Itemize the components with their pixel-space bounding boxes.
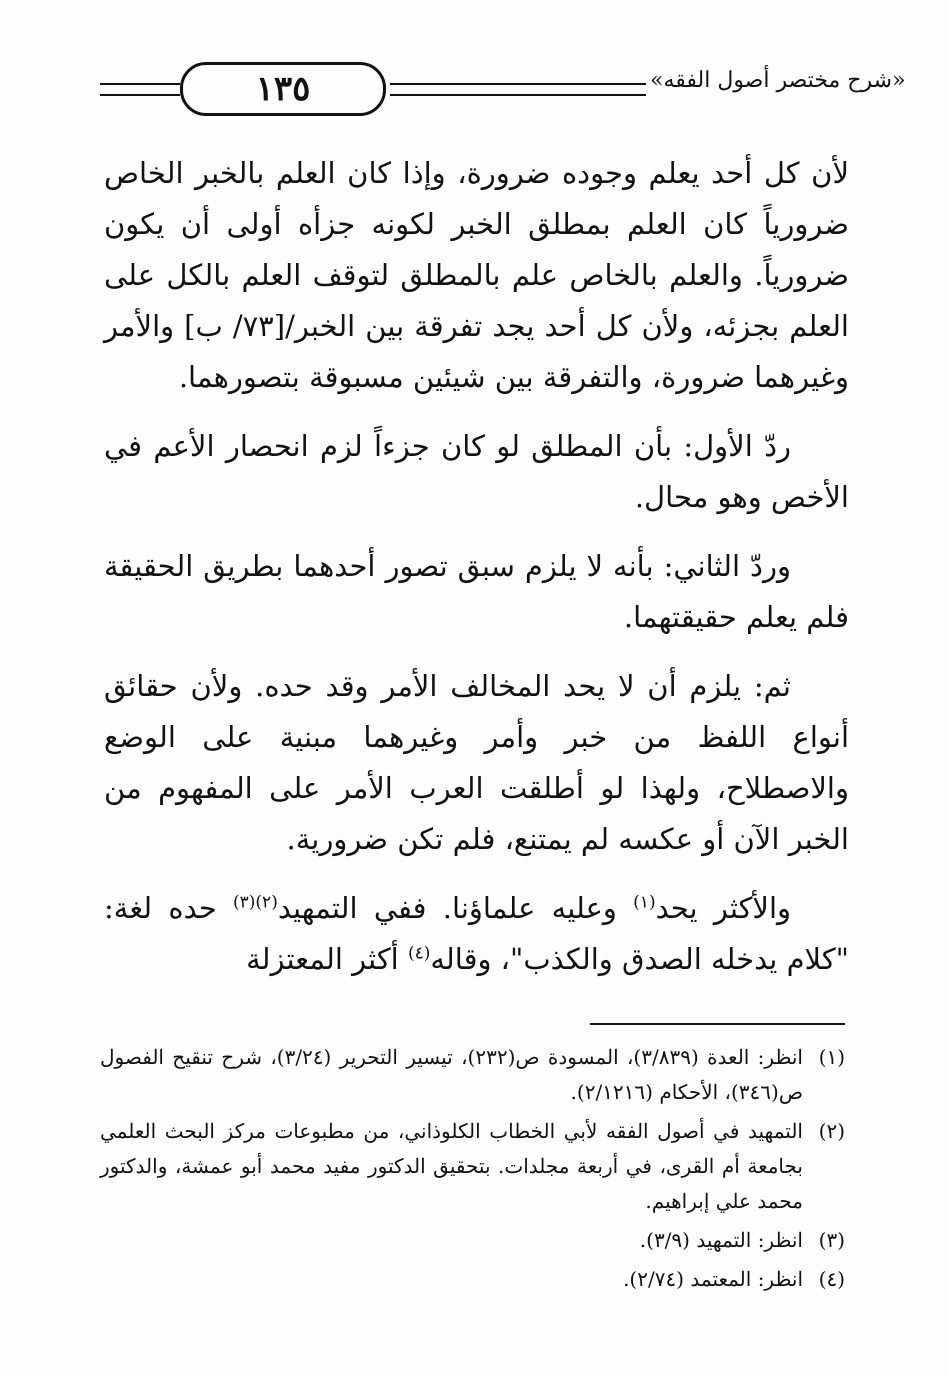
footnote-number: (٣) [818, 1228, 845, 1252]
paragraph-4: ثم: يلزم أن لا يحد المخالف الأمر وقد حده. ولأن حقائق أنواع اللفظ من خبر وأمر وغيرهما مبنية على الوضع والاصطلاح، ولهذا لو أطلقت العرب الأمر على المفهوم من الخبر الآن أو عكسه لم يمتنع، فلم تكن ضرورية. [104, 669, 849, 856]
header-rule-right [390, 83, 646, 96]
footnote-1 [100, 1040, 845, 1110]
footnote-number: (٤) [818, 1267, 845, 1291]
paragraph-5 [104, 883, 849, 985]
footnote-marker-1: (١) [633, 892, 656, 913]
footnote-number: (١) [818, 1045, 845, 1069]
footnotes [100, 1040, 845, 1301]
footnote-2 [100, 1114, 845, 1219]
footnote-text: انظر: التمهيد (٣/٩). [639, 1228, 803, 1252]
running-title: «شرح مختصر أصول الفقه» [650, 68, 906, 93]
paragraph-1: لأن كل أحد يعلم وجوده ضرورة، وإذا كان العلم بالخبر الخاص ضرورياً كان العلم بمطلق الخبر لكونه جزأه أولى أن يكون ضرورياً. والعلم بالخاص علم بالمطلق لتوقف العلم بالكل على العلم بجزئه، ولأن كل أحد يجد تفرقة بين الخبر/[٧٣/ ب] والأمر وغيرهما ضرورة، والتفرقة بين شيئين مسبوقة بتصورهما. [104, 156, 849, 394]
header-rule-left [100, 83, 180, 96]
footnote-text: انظر: العدة (٣/٨٣٩)، المسودة ص(٢٣٢)، تيسير التحرير (٣/٢٤)، شرح تنقيح الفصول ص(٣٤٦)، الأحكام (٢/١٢١٦). [100, 1045, 803, 1104]
main-text [104, 148, 849, 1003]
footnote-4 [100, 1262, 845, 1297]
footnote-marker-2-3: (٢)(٣) [233, 892, 278, 913]
paragraph-3: وردّ الثاني: بأنه لا يلزم سبق تصور أحدهما بطريق الحقيقة فلم يعلم حقيقتهما. [104, 549, 849, 634]
p5-text-d: أكثر المعتزلة [246, 942, 408, 976]
footnote-3 [100, 1223, 845, 1258]
footnote-text: انظر: المعتمد (٢/٧٤). [623, 1267, 803, 1291]
footnote-text: التمهيد في أصول الفقه لأبي الخطاب الكلوذاني، من مطبوعات مركز البحث العلمي بجامعة أم القرى، في أربعة مجلدات. بتحقيق الدكتور مفيد محمد أبو عمشة، والدكتور محمد علي إبراهيم. [100, 1119, 803, 1213]
p5-text-a: والأكثر يحد [655, 891, 792, 925]
page-header [100, 62, 906, 118]
footnote-separator [590, 1023, 845, 1025]
p5-text-b: وعليه علماؤنا. ففي التمهيد [277, 891, 634, 925]
paragraph-2: ردّ الأول: بأن المطلق لو كان جزءاً لزم انحصار الأعم في الأخص وهو محال. [104, 429, 849, 514]
page-number: ١٣٥ [180, 62, 386, 116]
p5-text-c: حده لغة: "كلام يدخله الصدق والكذب"، وقاله [104, 891, 849, 976]
footnote-number: (٢) [818, 1119, 845, 1143]
footnote-marker-4: (٤) [407, 943, 431, 964]
